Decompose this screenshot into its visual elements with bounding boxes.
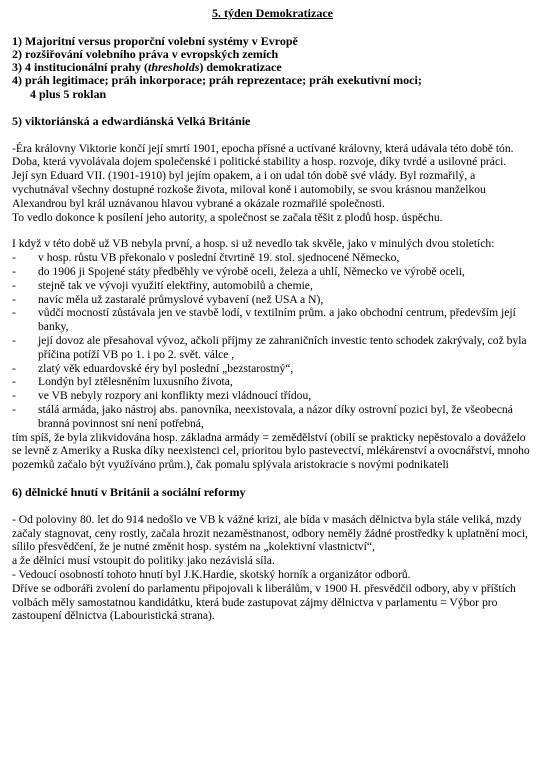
paragraph: I když v této době už VB nebyla první, a hosp. si už nevedlo tak skvěle, jako v minulých dvou stoletích:	[12, 237, 495, 251]
paragraph: Dříve se odboráři zvolení do parlamentu připojovali k liberálům, v 1900 H. přesvědčil odbory, aby v příštích volbách měly samostatnou kandidátku, která bude zastupovat zájmy dělnictva v parlamentu = Výbor pro zastoupení dělnictva (Labouristická strana).	[12, 581, 516, 623]
topic-item: 2) rozšiřování volebního práva v evropských zemích	[12, 47, 279, 61]
paragraph: To vedlo dokonce k posílení jeho autority, a společnost se začala těšit z plodů hosp. úspěchu.	[12, 210, 443, 224]
document-title: 5. týden Demokratizace	[212, 6, 333, 20]
topic-text: 3) 4 institucionální prahy (	[12, 60, 149, 75]
list-item: - ve VB nebyly rozpory ani konflikty mezi vládnoucí třídou,	[12, 389, 533, 403]
list-item: - její dovoz ale přesahoval vývoz, ačkoli příjmy ze zahraničních investic tento schodek zakrývaly, což byla příčina potíží VB po 1. i po 2. svět. válce ,	[12, 334, 533, 362]
list-item: - zlatý věk eduardovské éry byl poslední „bezstarostný“,	[12, 362, 533, 376]
list-item: - v hosp. růstu VB překonalo v poslední čtvrtině 19. stol. sjednocené Německo,	[12, 251, 533, 265]
paragraph: - Od poloviny 80. let do 914 nedošlo ve VB k vážné krizi, ale bída v masách dělnictva byla stále veliká, mzdy začaly stagnovat, ceny rostly, začala hrozit nezaměstnanost, odbory neměly žádné prostředky k uplatnění moci,	[12, 512, 528, 540]
paragraph: -Éra královny Viktorie končí její smrtí 1901, epocha přísné a uctívané královny, která udávala této době tón. Doba, která vyvolávala dojem společenské i politické stability a hosp. rozvoje, díky tvrdé a usilovné práci.	[12, 141, 514, 169]
paragraph: - Vedoucí osobností tohoto hnutí byl J.K.Hardie, skotský horník a organizátor odborů.	[12, 567, 411, 581]
paragraph: a že dělníci musí vstoupit do politiky jako nezávislá síla.	[12, 554, 275, 568]
paragraph: sílilo přesvědčení, že je nutné změnit hosp. systém na „kolektivní vlastnictví“,	[12, 540, 375, 554]
list-item: - stejně tak ve vývoji využití elektřiny, automobilů a chemie,	[12, 279, 533, 293]
paragraph: Její syn Eduard VII. (1901-1910) byl jejím opakem, a i on udal tón době své vlády. Byl rozmařilý, a vychutnával všechny dostupné rozkoše života, miloval koně i automobily, se svou krásnou manželkou Alexandrou byl král uznávanou hlavou vybrané a okázale rozmařilé společnosti.	[12, 169, 486, 210]
topic-item: 1) Majoritní versus proporční volební systémy v Evropě	[12, 33, 298, 48]
list-item: - stálá armáda, jako nástroj abs. panovníka, neexistovala, a názor díky ostrovní pozici byl, že všeobecná branná povinnost sní není potřebná,	[12, 403, 533, 431]
topic-item: 4) práh legitimace; práh inkorporace; práh reprezentace; práh exekutivní moci;	[12, 73, 422, 88]
section-heading: 5) viktoriánská a edwardiánská Velká Británie	[12, 113, 251, 128]
section-heading: 6) dělnické hnutí v Británii a sociální reformy	[12, 484, 246, 499]
bullet-list	[12, 251, 533, 430]
topic-extra: 4 plus 5 roklan	[30, 86, 107, 101]
list-item: - navíc měla už zastaralé průmyslové vybavení (než USA a N),	[12, 293, 533, 307]
topic-italic-term: thresholds	[148, 60, 200, 75]
list-item: - Londýn byl ztělesněním luxusního života,	[12, 375, 533, 389]
document	[12, 7, 533, 623]
list-item: - do 1906 ji Spojené státy předběhly ve výrobě oceli, železa a uhlí, Německo ve výrobě oceli,	[12, 265, 533, 279]
paragraph: tím spíš, že byla zlikvidována hosp. základna armády = zemědělství (obilí se prakticky nepěstovalo a dováželo se levně z Ameriky a Ruska díky neexistenci cel, prioritou bylo pastevectví, mlékárenství a ovocnářství, mnoho pozemků začalo být využíváno prům.), čak pomalu splývala aristokracie s novými podnikateli	[12, 430, 530, 472]
list-item: - vůdčí mocností zůstávala jen ve stavbě lodí, v textilním prům. a jako obchodní centrum, především její banky,	[12, 306, 533, 334]
topic-list	[12, 35, 533, 101]
topic-text: ) demokratizace	[199, 60, 282, 75]
